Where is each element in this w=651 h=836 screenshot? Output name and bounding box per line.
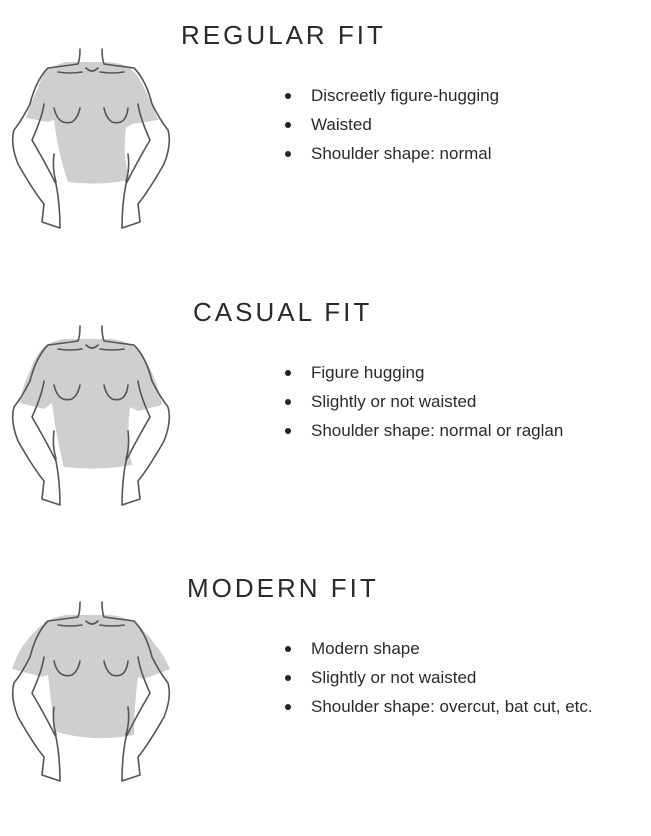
list-item: Slightly or not waisted bbox=[284, 667, 593, 696]
casual-fit-illustration bbox=[8, 321, 180, 507]
modern-fit-illustration bbox=[8, 597, 180, 783]
casual-fit-title: CASUAL FIT bbox=[193, 297, 373, 327]
modern-fit-title: MODERN FIT bbox=[187, 573, 379, 603]
list-item: Modern shape bbox=[284, 638, 593, 667]
list-item: Discreetly figure-hugging bbox=[284, 85, 499, 114]
list-item: Slightly or not waisted bbox=[284, 391, 563, 420]
list-item: Shoulder shape: overcut, bat cut, etc. bbox=[284, 696, 593, 725]
regular-fit-features bbox=[284, 85, 499, 172]
list-item: Shoulder shape: normal or raglan bbox=[284, 420, 563, 449]
regular-fit-section bbox=[0, 0, 651, 240]
list-item: Shoulder shape: normal bbox=[284, 143, 499, 172]
modern-fit-section bbox=[0, 553, 651, 793]
regular-fit-illustration bbox=[8, 44, 180, 230]
casual-fit-features bbox=[284, 362, 563, 449]
casual-fit-section bbox=[0, 277, 651, 517]
modern-fit-features bbox=[284, 638, 593, 725]
regular-fit-title: REGULAR FIT bbox=[181, 20, 386, 50]
list-item: Waisted bbox=[284, 114, 499, 143]
list-item: Figure hugging bbox=[284, 362, 563, 391]
